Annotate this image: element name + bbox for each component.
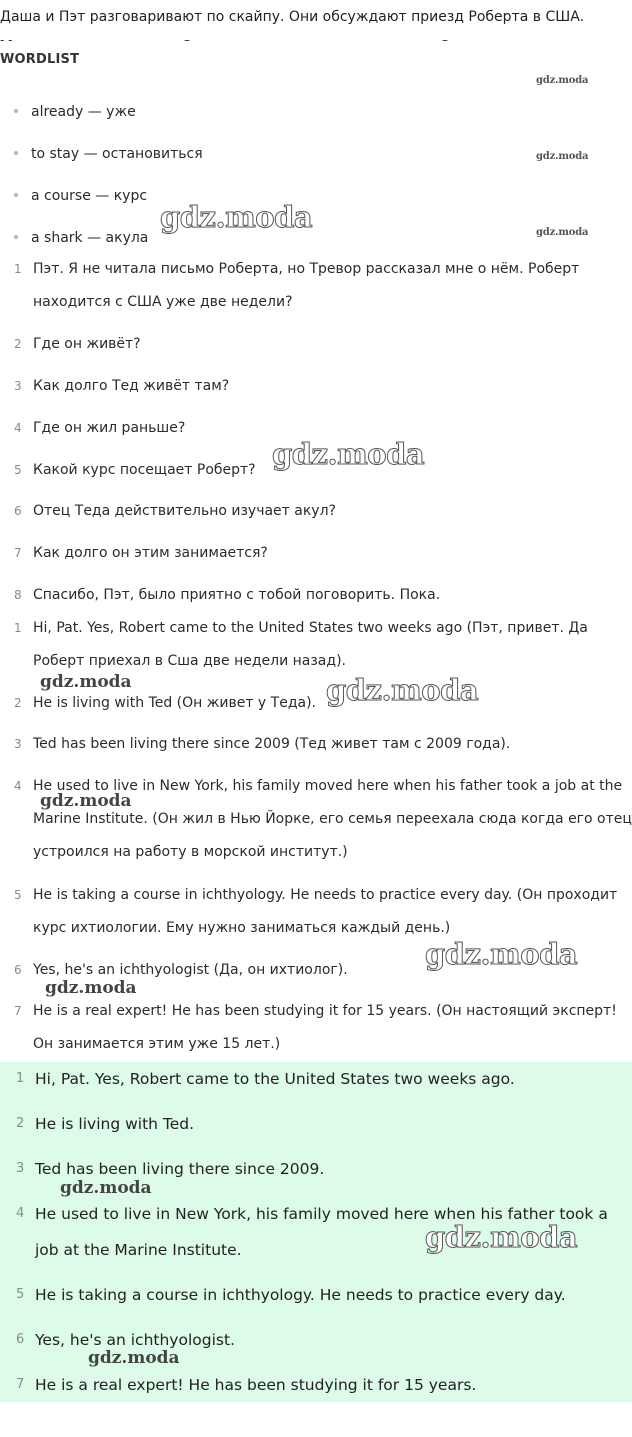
bullet-dot-icon: [14, 151, 18, 155]
answer-text: He is taking a course in ichthyology. He needs to practice every day.: [35, 1286, 566, 1304]
translation-text: He used to live in New York, his family moved here when his father took a job at the Marine Institute. (Он жил в Нью Йорке, его семья переехала сюда когда его отец устроился на работу в морской институт.): [33, 778, 632, 860]
blank-dash: –: [184, 33, 190, 47]
item-number: 3: [14, 737, 22, 751]
bullet-dot-icon: [14, 193, 18, 197]
translation-item: [0, 770, 632, 869]
item-number: 6: [16, 1332, 25, 1347]
item-number: 1: [14, 262, 22, 276]
item-number: 2: [14, 337, 22, 351]
watermark: gdz.moda: [425, 937, 578, 971]
blank-dash: - -: [0, 33, 13, 47]
intro-text: Даша и Пэт разговаривают по скайпу. Они обсуждают приезд Роберта в США.: [0, 9, 585, 25]
answer-text: Ted has been living there since 2009.: [35, 1160, 325, 1178]
answer-item: [0, 1367, 632, 1403]
translation-text: Hi, Pat. Yes, Robert came to the United States two weeks ago (Пэт, привет. Да Роберт приехал в Сша две недели назад).: [33, 620, 588, 669]
question-text: Спасибо, Пэт, было приятно с тобой поговорить. Пока.: [33, 587, 441, 603]
item-number: 2: [14, 696, 22, 710]
answer-text: He used to live in New York, his family moved here when his father took a job at the Marine Institute.: [35, 1205, 608, 1259]
question-item: [0, 537, 632, 570]
item-number: 5: [16, 1287, 25, 1302]
question-text: Где он жил раньше?: [33, 420, 186, 436]
item-number: 6: [14, 963, 22, 977]
wordlist-text: a shark — акула: [31, 230, 149, 246]
wordlist-item: [14, 144, 203, 164]
item-number: 5: [14, 463, 22, 477]
answer-text: Yes, he's an ichthyologist.: [35, 1331, 235, 1349]
translation-text: Yes, he's an ichthyologist (Да, он ихтиолог).: [33, 962, 348, 978]
question-item: [0, 370, 632, 403]
blank-dash: –: [442, 33, 448, 47]
translation-text: He is a real expert! He has been studying it for 15 years. (Он настоящий эксперт! Он занимается этим уже 15 лет.): [33, 1003, 617, 1052]
item-number: 3: [16, 1161, 25, 1176]
watermark: gdz.moda: [536, 151, 589, 162]
wordlist-item: [14, 186, 147, 206]
item-number: 7: [14, 546, 22, 560]
question-text: Отец Теда действительно изучает акул?: [33, 503, 336, 519]
wordlist-text: a course — курс: [31, 188, 148, 204]
translation-item: [0, 728, 632, 761]
watermark: gdz.moda: [160, 200, 313, 234]
item-number: 4: [14, 779, 22, 793]
translation-text: He is taking a course in ichthyology. He needs to practice every day. (Он проходит курс ихтиологии. Ему нужно заниматься каждый день.): [33, 887, 618, 936]
answer-text: He is a real expert! He has been studying it for 15 years.: [35, 1376, 477, 1394]
question-text: Какой курс посещает Роберт?: [33, 462, 256, 478]
watermark: gdz.moda: [536, 75, 589, 86]
item-number: 1: [14, 621, 22, 635]
answer-text: Hi, Pat. Yes, Robert came to the United States two weeks ago.: [35, 1070, 515, 1088]
question-item: [0, 495, 632, 528]
item-number: 6: [14, 504, 22, 518]
wordlist-item: [14, 102, 136, 122]
wordlist-title: WORDLIST: [0, 52, 80, 67]
translation-item: [0, 879, 632, 945]
bullet-dot-icon: [14, 109, 18, 113]
item-number: 4: [16, 1206, 25, 1221]
question-text: Где он живёт?: [33, 336, 141, 352]
watermark: gdz.moda: [40, 672, 132, 692]
watermark: gdz.moda: [40, 791, 132, 811]
answer-item: [0, 1061, 632, 1097]
translation-item: [0, 612, 632, 678]
watermark: gdz.moda: [425, 1220, 578, 1254]
watermark: gdz.moda: [88, 1348, 180, 1368]
question-text: Как долго Тед живёт там?: [33, 378, 230, 394]
item-number: 2: [16, 1116, 25, 1131]
item-number: 3: [14, 379, 22, 393]
translation-text: He is living with Ted (Он живет у Теда).: [33, 695, 317, 711]
watermark: gdz.moda: [536, 227, 589, 238]
item-number: 8: [14, 588, 22, 602]
answer-text: He is living with Ted.: [35, 1115, 195, 1133]
question-text: Как долго он этим занимается?: [33, 545, 268, 561]
question-text: Пэт. Я не читала письмо Роберта, но Тревор рассказал мне о нём. Роберт находится с США уже две недели?: [33, 261, 580, 310]
translation-text: Ted has been living there since 2009 (Тед живет там с 2009 года).: [33, 736, 511, 752]
watermark: gdz.moda: [272, 437, 425, 471]
item-number: 5: [14, 888, 22, 902]
item-number: 7: [16, 1377, 25, 1392]
watermark: gdz.moda: [326, 673, 479, 707]
question-item: [0, 253, 632, 319]
wordlist-text: already — уже: [31, 104, 136, 120]
watermark: gdz.moda: [45, 978, 137, 998]
watermark: gdz.moda: [60, 1178, 152, 1198]
answer-item: [0, 1106, 632, 1142]
question-item: [0, 328, 632, 361]
item-number: 1: [16, 1071, 25, 1086]
question-item: [0, 579, 632, 612]
answer-item: [0, 1277, 632, 1313]
item-number: 4: [14, 421, 22, 435]
item-number: 7: [14, 1004, 22, 1018]
bullet-dot-icon: [14, 235, 18, 239]
wordlist-item: [14, 228, 148, 248]
translation-item: [0, 995, 632, 1061]
wordlist-text: to stay — остановиться: [31, 146, 203, 162]
